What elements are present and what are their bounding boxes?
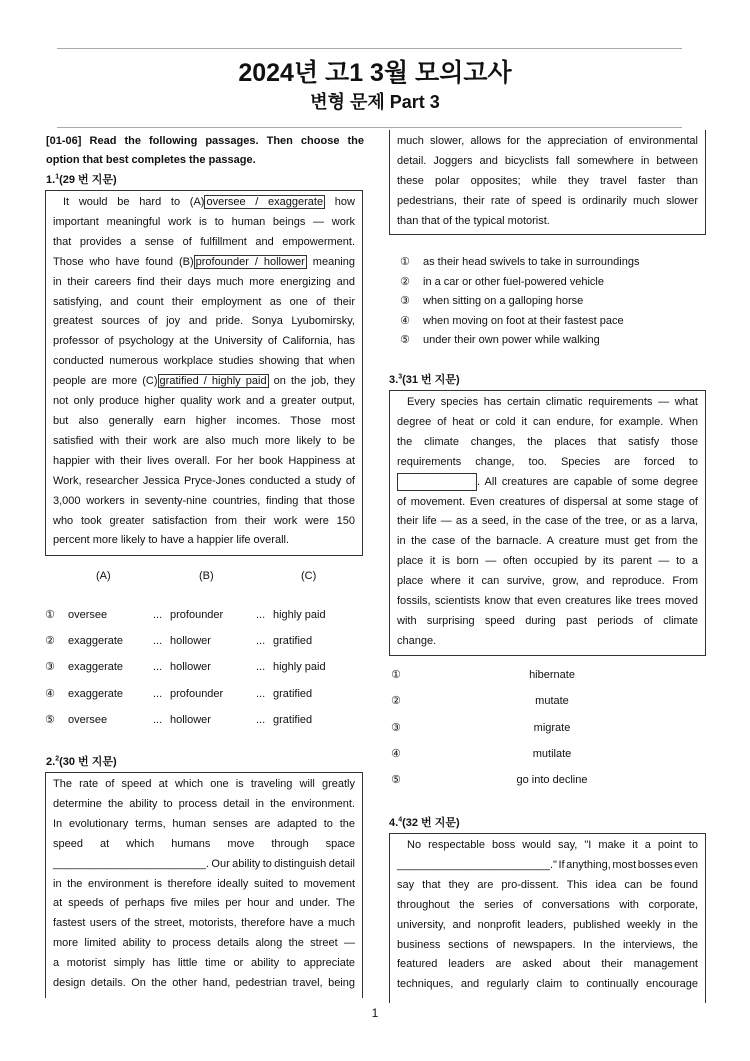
passage-line: Work, researcher Jessica Pryce-Jones conducted a study of [53,474,355,487]
choice-number: ② [391,695,401,708]
instructions [46,132,364,170]
passage-line: who took greater satisfaction from their work were 150 [53,514,355,527]
choice-a: exaggerate [68,661,124,674]
passage-line: In evolutionary terms, human senses are adapted to the [53,817,355,830]
passage-line: place it is born — often occupied by its parent — to a [397,555,698,568]
text-segment: how [325,196,355,208]
passage-line: professor of psychology at the University of California, has [53,335,355,348]
q2-number: 2. [46,756,56,768]
passage-line: that provides a sense of fulfillment and empowerment. [53,235,355,248]
q3-heading [389,371,460,389]
choice-option[interactable] [391,665,713,685]
passage-line: at speeds of perhaps five miles per hour and under. The [53,897,355,910]
top-rule [57,48,682,49]
passage-line: the climate changes, the places that satisfy those [397,435,698,448]
choice-option[interactable] [391,691,713,711]
separator-dots: ... [256,687,266,700]
choice-option[interactable] [45,657,355,677]
choice-option[interactable] [400,272,604,292]
col-header-c: (C) [301,570,317,582]
choice-b: hollower [170,661,211,674]
word-choice-box: profounder / hollower [195,255,305,268]
word-choice-box: gratified / highly paid [159,375,267,388]
choice-c: highly paid [273,661,326,674]
passage-line: fastest users of the street, motorists, therefore have a much [53,917,355,930]
passage-line: satisfying, and count their employment as one of their [53,295,355,308]
passage-line: in their careers find their days much more energizing and [53,275,355,288]
choice-text: as their head swivels to take in surroundings [423,256,640,268]
choice-option[interactable] [391,770,713,790]
passage-line: degree of heat or cold it can endure, for example. When [397,415,698,428]
passage-line: fossils, scientists know that even creatures like trees moved [397,595,698,608]
choice-number: ⑤ [391,774,401,787]
title-rule [57,127,682,128]
passage-line: pedestrians, their rate of speed is ordinarily much slower [397,194,698,207]
passage-line: _________________________. Our ability to distinguish detail [53,857,355,870]
passage-line: a motorist simply has little time or ability to appreciate [53,957,355,970]
passage-line: much slower, allows for the appreciation of environmental [397,135,698,147]
passage-line: greatest sources of joy and pride. Sonya Lyubomirsky, [53,315,355,328]
passage-line: requirements change, too. Species are forced to [397,455,698,468]
text-segment: on the job, they [268,375,355,388]
q3-number: 3. [389,374,399,386]
passage-line: detail. Joggers and bicyclists fall somewhere in between [397,154,698,167]
text-segment: . All creatures are capable of some degree [477,475,698,488]
instructions-line: [01-06] Read the following passages. Then choose the [46,135,364,147]
passage-line: business sections of newspapers. In the interviews, the [397,938,698,951]
choice-number: ③ [400,295,410,308]
passage-line: _________________________." If anything, most bosses even [397,858,698,871]
passage-line: happier with their lives overall. For her book Happiness at [53,454,355,467]
q1-heading [46,171,117,189]
choice-number: ③ [391,721,401,734]
choice-number: ② [45,635,55,648]
q4-heading [389,814,460,832]
passage-line: The rate of speed at which one is traveling will greatly [53,778,355,790]
choice-text: under their own power while walking [423,334,600,347]
q3-passage [389,390,706,656]
choice-b: profounder [170,687,224,700]
passage-line: percent more likely to have a happier life overall. [53,534,290,547]
passage-line: design details. On the other hand, pedestrian travel, being [53,977,355,990]
passage-line: satisfied with their work are also much more likely to be [53,434,355,447]
choice-number: ③ [45,661,55,674]
text-segment: It would be hard to (A) [63,196,205,208]
page-subtitle: 변형 문제 Part 3 [310,92,440,112]
choice-option[interactable] [400,330,600,350]
passage-line [53,193,355,213]
choice-b: profounder [170,609,224,621]
choice-c: gratified [273,713,313,726]
passage-line: of movement. Even creatures of dispersal at some stage of [397,495,698,508]
q3-label: (31 번 지문) [402,374,460,386]
passage-line: conducted numerous workplace studies showing that when [53,355,355,368]
passage-line [53,253,355,273]
choice-c: highly paid [273,609,326,621]
choice-option[interactable] [400,291,583,311]
choice-option[interactable] [391,744,713,764]
choice-a: oversee [68,609,108,621]
passage-line: featured leaders are asked about their management [397,958,698,971]
choice-number: ① [400,256,410,268]
passage-line: than that of the typical motorist. [397,214,550,227]
q1-passage [45,190,363,556]
separator-dots: ... [153,635,163,648]
choice-option[interactable] [45,684,355,704]
passage-line: their life — as a seed, in the case of the tree, or as a larva, [397,515,698,528]
choice-option[interactable] [45,631,355,651]
page-title: 2024년 고1 3월 모의고사 [238,59,512,87]
separator-dots: ... [153,687,163,700]
choice-number: ⑤ [400,334,410,347]
passage-line: say that they are pro-dissent. This idea can be found [397,878,698,891]
q3-footnote-mark: 3 [398,373,403,381]
passage-line: not only produce higher quality work and a greater output, [53,395,355,408]
passage-line: determine the ability to process detail in the environment. [53,797,355,810]
choice-number: ① [391,669,401,681]
word-choice-box: oversee / exaggerate [206,196,324,208]
choice-number: ② [400,275,410,288]
q1-number: 1. [46,174,56,186]
passage-line: place where it can survive, grow, and reproduce. From [397,575,698,588]
passage-line [53,372,355,392]
q2-passage-part1 [45,772,363,998]
text-segment: meaning [306,255,355,268]
passage-line: 3,000 workers in seventy-nine countries, finding that those [53,494,355,507]
answer-blank-box [397,473,477,491]
passage-line [397,473,698,493]
choice-number: ① [45,609,55,621]
separator-dots: ... [153,609,163,621]
text-segment: people are more (C) [53,375,158,388]
q4-passage [389,833,706,1003]
q2-label: (30 번 지문) [59,756,117,768]
passage-line: throughout the series of conversations with corporate, [397,898,698,911]
choice-text: mutate [535,695,569,708]
passage-line: Every species has certain climatic requirements — what [407,396,698,408]
page-number: 1 [371,1006,379,1020]
choice-text: go into decline [516,774,588,787]
q4-label: (32 번 지문) [402,817,460,829]
choice-option[interactable] [45,710,355,730]
passage-line: more limited ability to process details along the street — [53,937,355,950]
choice-number: ④ [400,314,410,327]
text-segment: Those who have found (B) [53,255,194,268]
choice-a: exaggerate [68,687,124,700]
choice-option[interactable] [391,718,713,738]
q2-passage-part2 [389,130,706,235]
choice-b: hollower [170,713,211,726]
passage-line: but also generally earn higher incomes. Those most [53,414,355,427]
passage-line: in the case of the barnacle. A creature must get from the [397,535,698,548]
choice-a: exaggerate [68,635,124,648]
passage-line: with surprising speed during past periods of climate [397,614,698,627]
choice-number: ④ [45,687,55,700]
q2-footnote-mark: 2 [55,755,60,763]
choice-text: hibernate [529,669,575,681]
passage-line: No respectable boss would say, "I make it a point to [407,839,698,851]
separator-dots: ... [256,635,266,648]
choice-c: gratified [273,687,313,700]
passage-line: speed at which humans move through space [53,837,355,850]
choice-c: gratified [273,635,313,648]
separator-dots: ... [256,661,266,674]
passage-line: important meaningful work is to human beings — work [53,215,355,228]
q4-footnote-mark: 4 [398,816,403,824]
passage-line: in the environment is therefore ideally suited to movement [53,877,355,890]
choice-a: oversee [68,713,108,726]
separator-dots: ... [153,661,163,674]
separator-dots: ... [256,713,266,726]
passage-line: change. [397,634,437,647]
instructions-line: option that best completes the passage. [46,154,256,166]
choice-text: when moving on foot at their fastest pace [423,314,624,327]
choice-b: hollower [170,635,211,648]
choice-text: mutilate [532,747,572,760]
separator-dots: ... [153,713,163,726]
q1-footnote-mark: 1 [55,173,60,181]
col-header-a: (A) [96,570,111,582]
col-header-b: (B) [199,570,214,582]
choice-number: ④ [391,747,401,760]
choice-number: ⑤ [45,713,55,726]
q1-label: (29 번 지문) [59,174,117,186]
separator-dots: ... [256,609,266,621]
passage-line: university, and nonprofit leaders, published weekly in the [397,918,698,931]
choice-text: when sitting on a galloping horse [423,295,584,308]
passage-line: techniques, and regularly claim to continually encourage [397,978,698,991]
choice-text: migrate [533,721,571,734]
choice-option[interactable] [45,605,355,625]
passage-line: these polar opposites; while they travel faster than [397,174,698,187]
choice-option[interactable] [400,252,639,272]
q4-number: 4. [389,817,399,829]
q2-heading [46,753,117,771]
choice-option[interactable] [400,311,624,331]
choice-text: in a car or other fuel-powered vehicle [423,275,604,288]
